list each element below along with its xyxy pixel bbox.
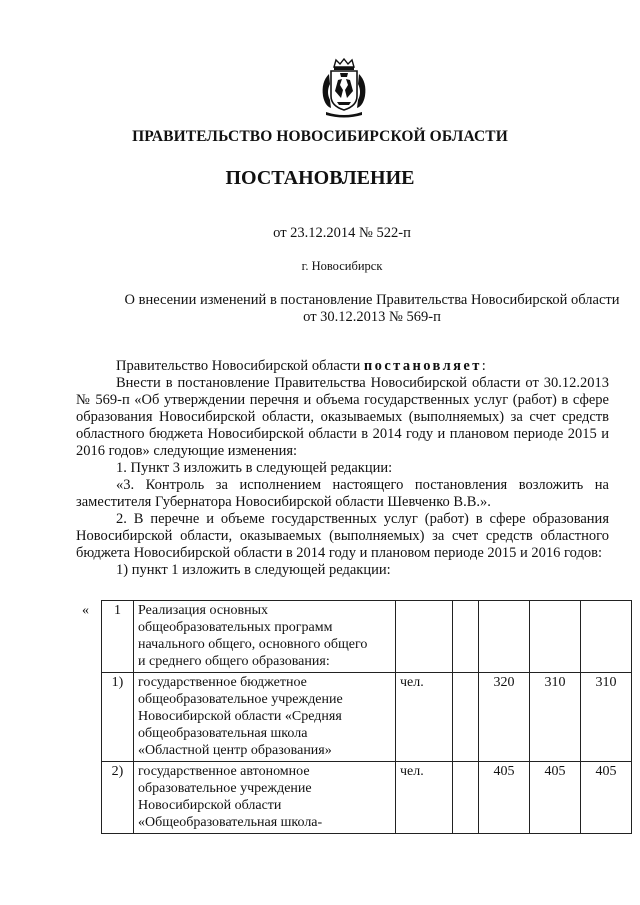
resolution-verb: постановляет — [363, 358, 482, 374]
resolution-intro — [76, 358, 609, 375]
intro-text: Правительство Новосибирской области — [116, 358, 364, 374]
description-line: начального общего, основного общего — [138, 637, 368, 652]
table-row — [102, 601, 632, 673]
paragraph: 1. Пункт 3 изложить в следующей редакции: — [116, 460, 393, 476]
document-body — [76, 358, 609, 579]
row-blank-cell — [453, 601, 479, 673]
document-title: ПОСТАНОВЛЕНИЕ — [225, 167, 415, 189]
row-description — [134, 601, 396, 673]
description-line: и среднего общего образования: — [138, 654, 330, 669]
description-line: Реализация основных — [138, 603, 269, 618]
row-value-2014 — [479, 601, 530, 673]
table-row — [102, 673, 632, 762]
description-line: общеобразовательная школа — [138, 726, 308, 741]
services-table — [101, 600, 632, 834]
row-number: 1) — [102, 673, 134, 762]
description-line: государственное автономное — [138, 764, 310, 779]
row-value-2015 — [530, 601, 581, 673]
row-number: 1 — [102, 601, 134, 673]
row-description — [134, 762, 396, 834]
description-line: общеобразовательных программ — [138, 620, 333, 635]
row-value-2015: 405 — [530, 762, 581, 834]
row-unit: чел. — [396, 762, 453, 834]
row-value-2016 — [581, 601, 632, 673]
row-blank-cell — [453, 673, 479, 762]
row-unit — [396, 601, 453, 673]
row-unit: чел. — [396, 673, 453, 762]
subject-line: от 30.12.2013 № 569-п — [303, 309, 441, 325]
row-value-2014: 320 — [479, 673, 530, 762]
table-row — [102, 762, 632, 834]
description-line: государственное бюджетное — [138, 675, 307, 690]
coat-of-arms-icon — [318, 58, 370, 120]
paragraph: 2. В перечне и объеме государственных услуг (работ) в сфере образования Новосибирской области, оказываемых (выполняемых) за счет средств областного бюджета Новосибирской области в 2014 году и плановом периоде 2015 и 2016 годов: — [76, 511, 609, 561]
subject-line: О внесении изменений в постановление Правительства Новосибирской области — [124, 292, 620, 308]
description-line: Новосибирской области «Средняя — [138, 709, 342, 724]
table-open-quote: « — [82, 603, 89, 618]
description-line: «Областной центр образования» — [138, 743, 332, 758]
document-subject — [52, 292, 640, 326]
row-value-2016: 310 — [581, 673, 632, 762]
description-line: общеобразовательное учреждение — [138, 692, 343, 707]
document-date: от 23.12.2014 № 522-п — [273, 225, 411, 241]
paragraph: «3. Контроль за исполнением настоящего постановления возложить на заместителя Губернатора Новосибирской области Шевченко В.В.». — [76, 477, 609, 510]
row-description — [134, 673, 396, 762]
description-line: Новосибирской области — [138, 798, 282, 813]
row-number: 2) — [102, 762, 134, 834]
row-value-2016: 405 — [581, 762, 632, 834]
organization-name: ПРАВИТЕЛЬСТВО НОВОСИБИРСКОЙ ОБЛАСТИ — [132, 128, 508, 145]
description-line: «Общеобразовательная школа- — [138, 815, 323, 830]
description-line: образовательное учреждение — [138, 781, 312, 796]
row-blank-cell — [453, 762, 479, 834]
document-city: г. Новосибирск — [301, 259, 383, 273]
row-value-2014: 405 — [479, 762, 530, 834]
row-value-2015: 310 — [530, 673, 581, 762]
paragraph: 1) пункт 1 изложить в следующей редакции: — [116, 562, 391, 578]
intro-colon: : — [481, 358, 486, 374]
paragraph: Внести в постановление Правительства Новосибирской области от 30.12.2013 № 569-п «Об утверждении перечня и объема государственных услуг (работ) в сфере образования Новосибирской области, оказываемых (выполняемых) за счет средств областного бюджета Новосибирской области в 2014 году и плановом периоде 2015 и 2016 годов» следующие изменения: — [76, 375, 609, 459]
